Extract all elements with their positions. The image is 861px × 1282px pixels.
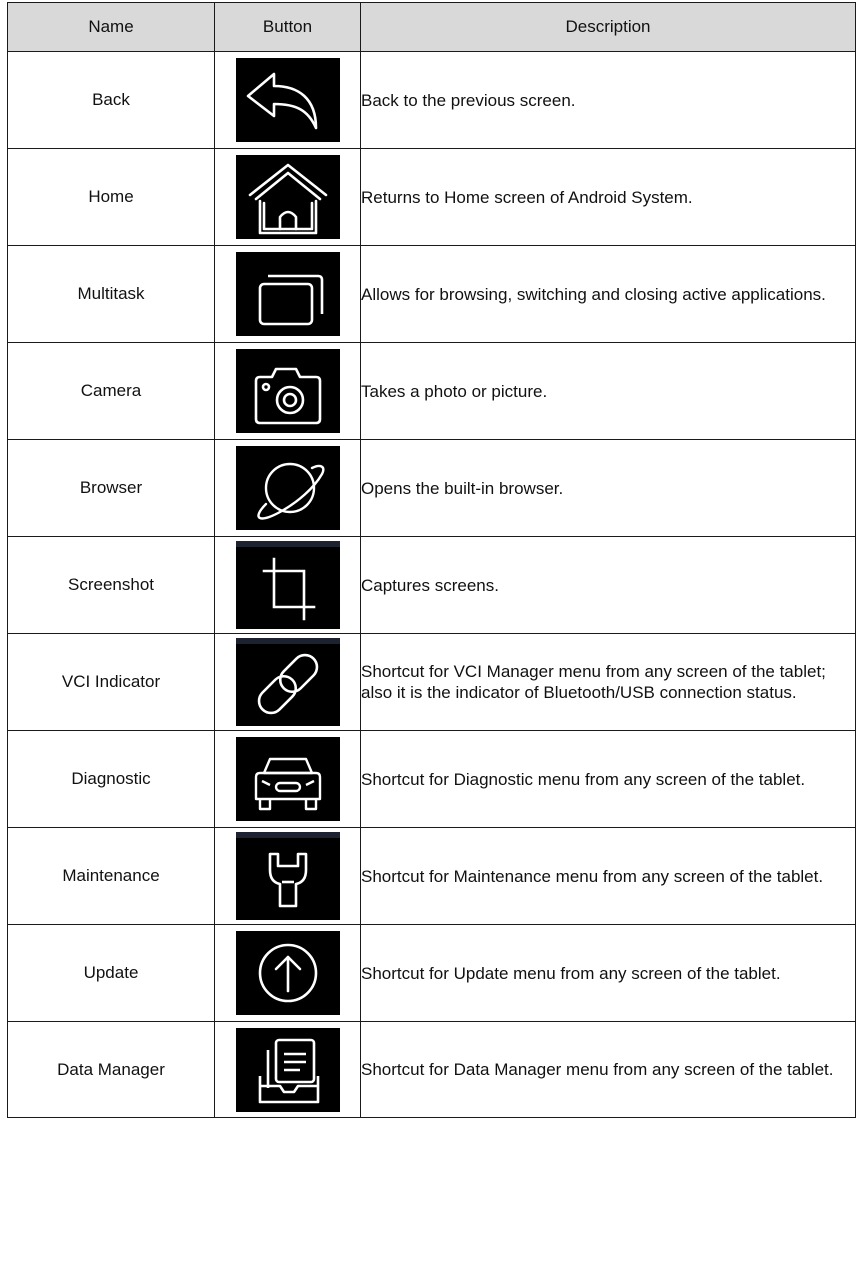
row-description: Shortcut for VCI Manager menu from any screen of the tablet; also it is the indicator of Bluetooth/USB connection status.	[361, 634, 856, 731]
table-row	[8, 149, 856, 246]
row-name: Browser	[8, 440, 215, 537]
row-description: Shortcut for Diagnostic menu from any screen of the tablet.	[361, 731, 856, 828]
table-row	[8, 246, 856, 343]
buttons-table	[7, 2, 856, 1118]
row-description: Opens the built-in browser.	[361, 440, 856, 537]
row-description: Shortcut for Maintenance menu from any screen of the tablet.	[361, 828, 856, 925]
header-description: Description	[361, 3, 856, 52]
table-row	[8, 634, 856, 731]
table-row	[8, 537, 856, 634]
camera-icon	[236, 349, 340, 433]
row-description: Captures screens.	[361, 537, 856, 634]
row-description: Shortcut for Data Manager menu from any screen of the tablet.	[361, 1022, 856, 1118]
row-name: Update	[8, 925, 215, 1022]
table-row	[8, 925, 856, 1022]
row-name: Multitask	[8, 246, 215, 343]
row-name: Home	[8, 149, 215, 246]
back-arrow-icon	[236, 58, 340, 142]
row-description: Takes a photo or picture.	[361, 343, 856, 440]
row-description: Back to the previous screen.	[361, 52, 856, 149]
upload-arrow-icon	[236, 931, 340, 1015]
header-name: Name	[8, 3, 215, 52]
table-row	[8, 731, 856, 828]
data-manager-icon	[236, 1028, 340, 1112]
row-name: Camera	[8, 343, 215, 440]
wrench-icon	[236, 832, 340, 920]
table-row	[8, 52, 856, 149]
row-name: Diagnostic	[8, 731, 215, 828]
table-header-row	[8, 3, 856, 52]
home-icon	[236, 155, 340, 239]
link-icon	[236, 638, 340, 726]
table-row	[8, 1022, 856, 1118]
row-description: Allows for browsing, switching and closing active applications.	[361, 246, 856, 343]
crop-icon	[236, 541, 340, 629]
header-button: Button	[215, 3, 361, 52]
table-row	[8, 828, 856, 925]
row-name: VCI Indicator	[8, 634, 215, 731]
row-name: Back	[8, 52, 215, 149]
table-row	[8, 343, 856, 440]
row-name: Screenshot	[8, 537, 215, 634]
car-icon	[236, 737, 340, 821]
row-description: Shortcut for Update menu from any screen of the tablet.	[361, 925, 856, 1022]
browser-planet-icon	[236, 446, 340, 530]
row-name: Data Manager	[8, 1022, 215, 1118]
table-row	[8, 440, 856, 537]
row-name: Maintenance	[8, 828, 215, 925]
row-description: Returns to Home screen of Android System.	[361, 149, 856, 246]
multitask-icon	[236, 252, 340, 336]
